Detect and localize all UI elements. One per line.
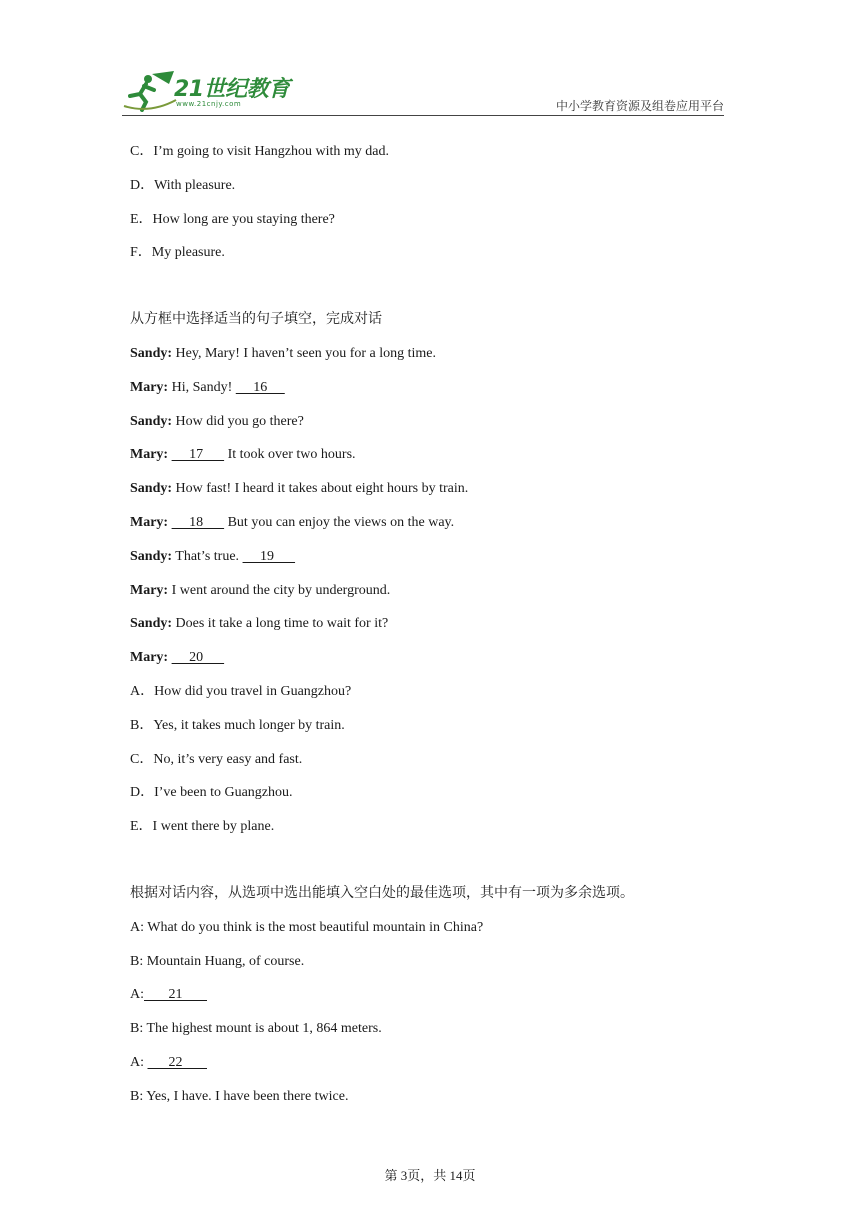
page-header xyxy=(122,68,724,116)
document-body xyxy=(130,141,730,1120)
dialogue-line: B: Yes, I have. I have been there twice. xyxy=(130,1088,349,1104)
dialogue-line xyxy=(130,411,730,445)
dialogue-text: But you can enjoy the views on the way. xyxy=(224,514,455,530)
speaker-label: Sandy: xyxy=(130,481,173,497)
dialogue-text: A: xyxy=(130,1054,148,1070)
answer-blank: 20 xyxy=(171,650,225,666)
option-line: C．No, it’s very easy and fast. xyxy=(130,751,303,767)
speaker-label: Mary: xyxy=(130,447,169,463)
option-line: E．How long are you staying there? xyxy=(130,211,335,227)
logo-text: 21世纪教育 xyxy=(174,77,290,102)
answer-blank: 22 xyxy=(147,1054,207,1070)
answer-blank: 18 xyxy=(171,514,225,530)
dialogue-line xyxy=(130,647,730,681)
dialogue-line xyxy=(130,984,730,1018)
answer-blank: 16 xyxy=(235,379,285,395)
speaker-label: Sandy: xyxy=(130,345,173,361)
dialogue-text: How did you go there? xyxy=(172,413,304,429)
dialogue-line: B: The highest mount is about 1, 864 meters. xyxy=(130,1021,382,1037)
option-line: D．I’ve been to Guangzhou. xyxy=(130,785,293,801)
dialogue-line: A: What do you think is the most beautiful mountain in China? xyxy=(130,919,484,935)
speaker-label: Mary: xyxy=(130,582,169,598)
dialogue-text: Does it take a long time to wait for it? xyxy=(172,616,389,632)
logo-url: www.21cnjy.com xyxy=(176,100,242,108)
speaker-label: Sandy: xyxy=(130,616,173,632)
dialogue-line xyxy=(130,613,730,647)
dialogue-line xyxy=(130,1052,730,1086)
dialogue-line xyxy=(130,377,730,411)
answer-blank: 19 xyxy=(242,548,296,564)
dialogue-text: It took over two hours. xyxy=(224,447,356,463)
speaker-label: Sandy: xyxy=(130,548,173,564)
speaker-label: Mary: xyxy=(130,379,169,395)
option-line: E．I went there by plane. xyxy=(130,819,275,835)
dialogue-text: That’s true. xyxy=(172,548,243,564)
dialogue-text: How fast! I heard it takes about eight hours by train. xyxy=(172,481,469,497)
option-line: B．Yes, it takes much longer by train. xyxy=(130,717,345,733)
option-line: C．I’m going to visit Hangzhou with my dad. xyxy=(130,144,389,159)
dialogue-line xyxy=(130,343,730,377)
option-line: D．With pleasure. xyxy=(130,177,236,193)
answer-blank: 21 xyxy=(144,987,207,1003)
dialogue-text: Hi, Sandy! xyxy=(168,379,236,395)
dialogue-line xyxy=(130,444,730,478)
runner-logo-icon xyxy=(122,70,178,112)
option-line: F．My pleasure. xyxy=(130,245,225,261)
dialogue-text: Hey, Mary! I haven’t seen you for a long time. xyxy=(172,345,437,361)
dialogue-line xyxy=(130,512,730,546)
header-divider xyxy=(122,115,724,116)
speaker-label: Sandy: xyxy=(130,413,173,429)
section-instruction: 从方框中选择适当的句子填空，完成对话 xyxy=(130,312,382,328)
dialogue-text: A: xyxy=(130,987,144,1003)
dialogue-text: I went around the city by underground. xyxy=(168,582,391,598)
dialogue-line xyxy=(130,546,730,580)
answer-blank: 17 xyxy=(171,447,225,463)
speaker-label: Mary: xyxy=(130,514,169,530)
platform-name: 中小学教育资源及组卷应用平台 xyxy=(555,99,724,113)
page-number: 第 3页，共 14页 xyxy=(384,1168,476,1183)
dialogue-line xyxy=(130,478,730,512)
section-instruction: 根据对话内容，从选项中选出能填入空白处的最佳选项，其中有一项为多余选项。 xyxy=(130,885,634,901)
site-logo xyxy=(122,70,292,112)
speaker-label: Mary: xyxy=(130,650,169,666)
dialogue-line: B: Mountain Huang, of course. xyxy=(130,953,305,969)
option-line: A．How did you travel in Guangzhou? xyxy=(130,683,352,699)
dialogue-line xyxy=(130,580,730,614)
